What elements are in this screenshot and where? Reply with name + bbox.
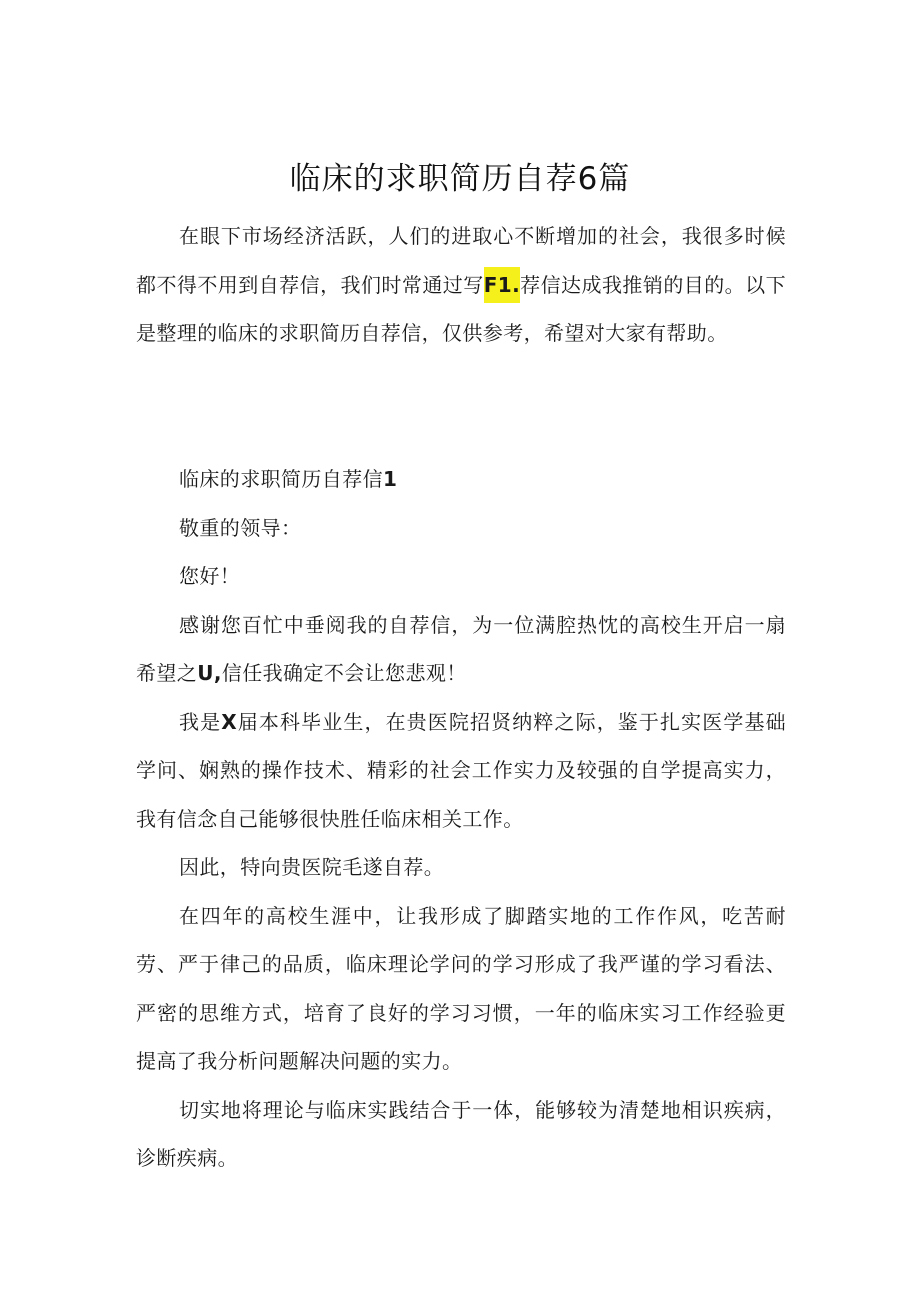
- letter-paragraph-thanks: [136, 601, 786, 698]
- letter-salutation: 敬重的领导：: [179, 515, 302, 540]
- intro-paragraph: [136, 212, 786, 358]
- paragraph-bold-text: U,: [197, 661, 222, 685]
- letter-paragraph-study: 在四年的高校生涯中，让我形成了脚踏实地的工作作风，吃苦耐劳、严于律己的品质，临床理论学问的学习形成了我严谨的学习看法、严密的思维方式，培育了良好的学习习惯，一年的临床实习工作经验更提高了我分析问题解决问题的实力。: [136, 903, 786, 1073]
- intro-text-part1: 在眼下市场经济活跃，人们的进取心不断增加的社会，我很多时候都不得不用到自荐信，我们时常通过写: [136, 224, 786, 297]
- letter-heading-number: 1: [383, 467, 398, 491]
- intro-section: [136, 212, 786, 358]
- letter-paragraph-practice: 切实地将理论与临床实践结合于一体，能够较为清楚地相识疾病，诊断疾病。: [136, 1097, 786, 1170]
- letter-section: [136, 455, 786, 1183]
- paragraph-bold-text: X: [221, 709, 238, 734]
- intro-text-part2: 荐信达成我推销的目的。以下是整理的临床的求职简历自荐信，仅供参考，希望对大家有帮助。: [136, 272, 786, 345]
- document-title: 临床的求职简历自荐6篇: [289, 160, 631, 197]
- paragraph-text: 届本科毕业生，在贵医院招贤纳粹之际，鉴于扎实医学基础学问、娴熟的操作技术、精彩的社会工作实力及较强的自学提高实力，我有信念自己能够很快胜任临床相关工作。: [136, 709, 786, 831]
- letter-paragraph-intro: [136, 698, 786, 844]
- letter-heading-text: 临床的求职简历自荐信: [179, 467, 383, 491]
- letter-paragraph-recommend: 因此，特向贵医院毛遂自荐。: [179, 855, 445, 879]
- paragraph-text: 信任我确定不会让您悲观！: [221, 661, 467, 685]
- highlighted-text: F1.: [484, 267, 520, 303]
- letter-greeting: 您好！: [179, 564, 241, 588]
- paragraph-text: 感谢您百忙中垂阅我的自荐信，为一位满腔热忱的高校生开启一扇希望之: [136, 612, 786, 685]
- paragraph-text: 我是: [179, 709, 222, 734]
- letter-heading: [136, 455, 786, 504]
